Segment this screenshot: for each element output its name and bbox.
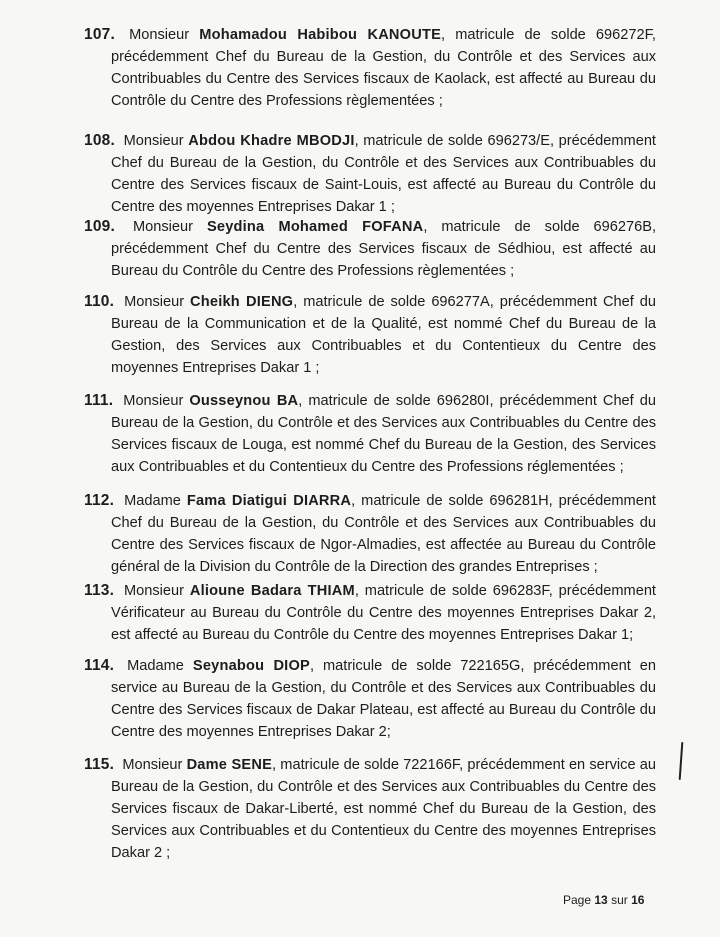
entry-number: 107. bbox=[84, 26, 115, 43]
entry-113 bbox=[84, 580, 656, 646]
entry-number: 109. bbox=[84, 218, 115, 235]
page-total: 16 bbox=[631, 893, 645, 907]
entry-text: , matricule de solde 696283F, précédemment Vérificateur au Bureau du Contrôle du Centre des moyennes Entreprises Dakar 2, est affecté au Bureau du Contrôle du Centre des moyennes Entreprises Dakar 1; bbox=[111, 583, 656, 643]
entry-title: Monsieur bbox=[122, 757, 183, 773]
entry-name: Abdou Khadre MBODJI bbox=[188, 133, 355, 149]
entry-text: , matricule de solde 696277A, précédemment Chef du Bureau de la Communication et de la Qualité, est nommé Chef du Bureau de la Gestion, des Services aux Contribuables et du Contentieux du Centre des moyennes Entreprises Dakar 1 ; bbox=[111, 294, 656, 376]
entry-110 bbox=[84, 291, 656, 379]
entry-name: Seynabou DIOP bbox=[192, 658, 310, 674]
page-separator: sur bbox=[611, 893, 628, 907]
entry-title: Monsieur bbox=[124, 583, 185, 599]
entry-title: Monsieur bbox=[124, 294, 185, 310]
entry-112 bbox=[84, 490, 656, 578]
page-label: Page bbox=[563, 893, 592, 907]
entry-name: Seydina Mohamed FOFANA bbox=[206, 219, 424, 235]
entry-number: 115. bbox=[84, 756, 115, 773]
entry-text: , matricule de solde 722166F, précédemment en service au Bureau de la Gestion, du Contrôle et des Services aux Contribuables du Centre des Services fiscaux de Dakar-Liberté, est nommé Chef du Bureau de la Gestion, des Services aux Contribuables et du Contentieux du Centre des moyennes Entreprises Dakar 2 ; bbox=[111, 757, 657, 861]
entry-title: Monsieur bbox=[123, 393, 184, 409]
entry-text: , matricule de solde 696281H, précédemment Chef du Bureau de la Gestion, du Contrôle et des Services aux Contribuables du Centre des Services fiscaux de Ngor-Almadies, est affectée au Bureau du Contrôle général de la Division du Contrôle de la Direction des grandes Entreprises ; bbox=[111, 493, 656, 575]
entry-name: Mohamadou Habibou KANOUTE bbox=[199, 27, 442, 43]
entry-title: Madame bbox=[124, 493, 181, 509]
entry-109 bbox=[84, 216, 656, 282]
entry-title: Monsieur bbox=[132, 219, 193, 235]
entry-text: , matricule de solde 696273/E, précédemment Chef du Bureau de la Gestion, du Contrôle et des Services aux Contribuables du Centre des Services fiscaux de Saint-Louis, est affecté au Bureau du Contrôle du Centre des moyennes Entreprises Dakar 1 ; bbox=[111, 133, 656, 215]
entry-text: , matricule de solde 696280I, précédemment Chef du Bureau de la Gestion, du Contrôle et des Services aux Contribuables du Centre des Services fiscaux de Louga, est nommé Chef du Bureau de la Gestion, des Services aux Contribuables et du Contentieux du Centre des Professions réglementées ; bbox=[111, 393, 656, 475]
entry-title: Monsieur bbox=[123, 133, 184, 149]
entry-115 bbox=[84, 754, 656, 864]
entry-name: Dame SENE bbox=[186, 757, 273, 773]
entry-number: 113. bbox=[84, 582, 115, 599]
entry-text: , matricule de solde 696276B, précédemment Chef du Centre des Services fiscaux de Sédhiou, est affecté au Bureau du Contrôle du Centre des Professions règlementées ; bbox=[111, 219, 657, 279]
entry-name: Fama Diatigui DIARRA bbox=[186, 493, 352, 509]
entry-title: Madame bbox=[127, 658, 184, 674]
entry-number: 110. bbox=[84, 293, 115, 310]
entry-114 bbox=[84, 655, 656, 743]
entry-111 bbox=[84, 390, 656, 478]
entry-108 bbox=[84, 130, 656, 218]
entry-name: Cheikh DIENG bbox=[190, 294, 294, 310]
entry-text: , matricule de solde 696272F, précédemment Chef du Bureau de la Gestion, du Contrôle et des Services aux Contribuables du Centre des Services fiscaux de Kaolack, est affecté au Bureau du Contrôle du Centre des Professions règlementées ; bbox=[111, 27, 656, 109]
entry-name: Ousseynou BA bbox=[189, 393, 299, 409]
entry-number: 114. bbox=[84, 657, 115, 674]
page-number bbox=[563, 893, 644, 907]
entry-number: 112. bbox=[84, 492, 115, 509]
entry-text: , matricule de solde 722165G, précédemment en service au Bureau de la Gestion, du Contrôle et des Services aux Contribuables du Centre des Services fiscaux de Dakar Plateau, est affecté au Bureau du Contrôle du Centre des moyennes Entreprises Dakar 2; bbox=[111, 658, 656, 740]
margin-pen-mark bbox=[679, 742, 684, 780]
entry-title: Monsieur bbox=[129, 27, 190, 43]
page-current: 13 bbox=[594, 893, 608, 907]
entry-name: Alioune Badara THIAM bbox=[189, 583, 355, 599]
entry-107 bbox=[84, 24, 656, 112]
entry-number: 108. bbox=[84, 132, 115, 149]
entry-number: 111. bbox=[84, 392, 114, 409]
